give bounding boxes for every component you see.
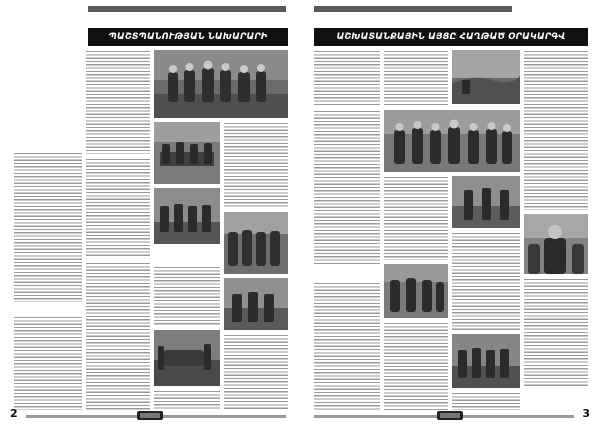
left-column-3-text-c xyxy=(154,390,220,410)
right-column-4-text-b xyxy=(524,278,588,388)
photo-vehicle-inspection xyxy=(154,330,220,386)
left-page-title: ՊԱՇՏՊԱՆՈՒԹՅԱՆ ՆԱԽԱՐԱՐԻ xyxy=(88,28,288,46)
left-column-2-text xyxy=(86,50,150,154)
right-column-1-text-b xyxy=(314,110,380,264)
left-column-3-text-b xyxy=(154,266,220,326)
left-subheading-3 xyxy=(154,248,220,262)
right-column-3-text-b xyxy=(452,392,520,410)
right-subheading-1 xyxy=(314,268,380,280)
left-subheading-2 xyxy=(14,304,82,314)
left-subheading-1 xyxy=(14,138,82,150)
photo-firing-range xyxy=(452,50,520,104)
left-column-3-text xyxy=(224,122,288,208)
right-page xyxy=(308,2,592,422)
photo-soldiers-outdoor xyxy=(154,188,220,244)
right-header-strip xyxy=(314,6,512,12)
photo-officers-review xyxy=(384,110,520,172)
center-gutter xyxy=(296,0,304,424)
right-page-number: 3 xyxy=(582,407,590,420)
right-column-2-text xyxy=(384,50,448,106)
left-header-strip xyxy=(88,6,286,12)
photo-generals-field xyxy=(224,278,288,330)
right-column-1-text xyxy=(314,50,380,106)
left-page xyxy=(8,2,292,422)
author-signature xyxy=(524,392,588,404)
photo-soldier-range xyxy=(452,176,520,228)
left-page-number: 2 xyxy=(10,407,18,420)
left-column-2-text-b xyxy=(86,158,150,258)
right-page-title: ԱՇԽԱՏԱՆՔԱՅԻՆ ԱՅՑԸ ՀԱՂԹԱԾ ՕՐԱԿԱՐԳՎ xyxy=(314,28,588,46)
photo-officers-meeting xyxy=(224,212,288,274)
left-column-1-text xyxy=(14,152,82,302)
right-column-3-text xyxy=(452,232,520,330)
left-column-1-text-b xyxy=(14,316,82,410)
photo-soldiers-group xyxy=(452,334,520,388)
photo-officers-field xyxy=(154,50,288,118)
newspaper-logo-icon xyxy=(437,411,463,420)
left-column-2-text-c xyxy=(86,262,150,410)
right-column-2-text-c xyxy=(384,322,448,410)
left-column-4-text xyxy=(224,334,288,410)
right-column-2-text-b xyxy=(384,176,448,260)
photo-briefing-tent xyxy=(154,122,220,184)
newspaper-logo-icon xyxy=(137,411,163,420)
right-column-1-text-c xyxy=(314,282,380,410)
photo-general-portrait xyxy=(524,214,588,274)
right-column-4-text xyxy=(524,50,588,210)
photo-officers-discussion xyxy=(384,264,448,318)
lead-paragraph xyxy=(14,26,82,134)
